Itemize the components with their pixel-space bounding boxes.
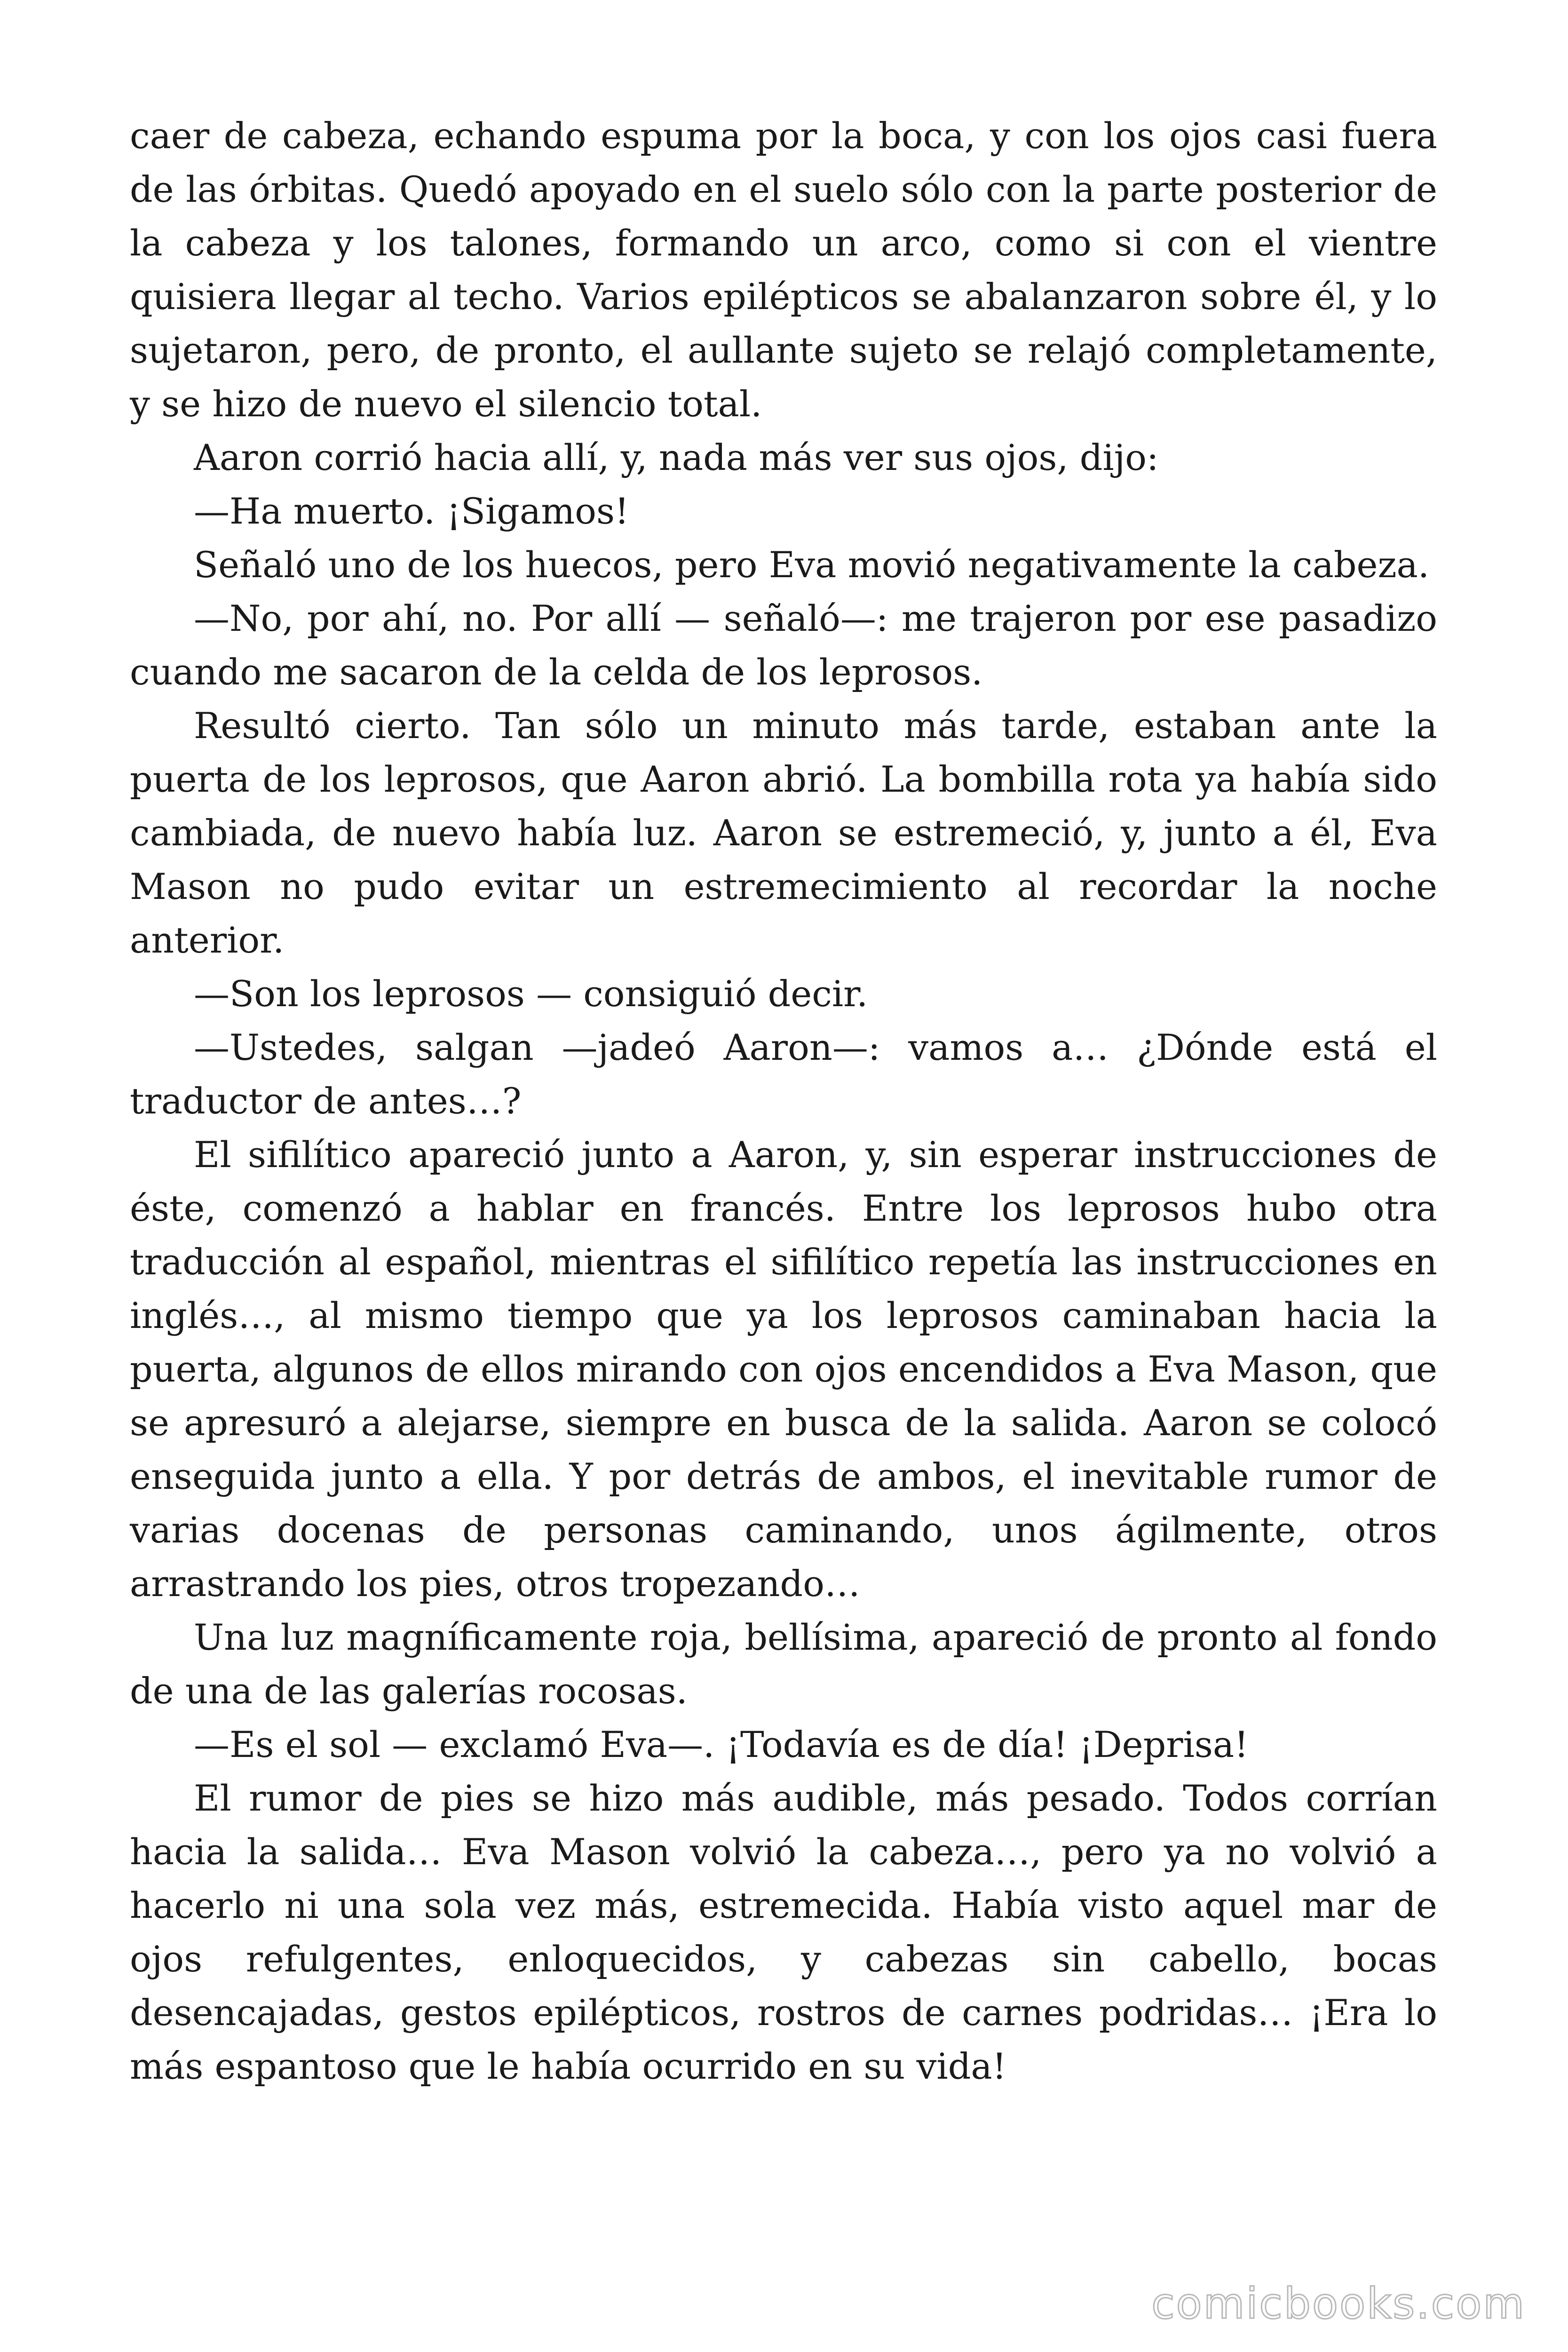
paragraph: El sifilítico apareció junto a Aaron, y, sin esperar instrucciones de éste, comenzó a hablar en francés. Entre los leprosos hubo otra traducción al español, mientras el sifilítico repetía las instrucciones en inglés…, al mismo tiempo que ya los leprosos caminaban hacia la puerta, algunos de ellos mirando con ojos encendidos a Eva Mason, que se apresuró a alejarse, siempre en busca de la salida. Aaron se colocó enseguida junto a ella. Y por detrás de ambos, el inevitable rumor de varias docenas de personas caminando, unos ágilmente, otros arrastrando los pies, otros tropezando…	[130, 1134, 1437, 1605]
paragraph: —No, por ahí, no. Por allí — señaló—: me trajeron por ese pasadizo cuando me sacaron de la celda de los leprosos.	[130, 597, 1437, 693]
paragraph: El rumor de pies se hizo más audible, más pesado. Todos corrían hacia la salida… Eva Mason volvió la cabeza…, pero ya no volvió a hacerlo ni una sola vez más, estremecida. Había visto aquel mar de ojos refulgentes, enloquecidos, y cabezas sin cabello, bocas desencajadas, gestos epilépticos, rostros de carnes podridas… ¡Era lo más espantoso que le había ocurrido en su vida!	[130, 1777, 1437, 2087]
paragraph: —Es el sol — exclamó Eva—. ¡Todavía es de día! ¡Deprisa!	[194, 1724, 1249, 1765]
paragraph: Una luz magníficamente roja, bellísima, apareció de pronto al fondo de una de las galerías rocosas.	[130, 1616, 1437, 1712]
paragraph: —Son los leprosos — consiguió decir.	[194, 973, 868, 1015]
paragraph: —Ha muerto. ¡Sigamos!	[194, 490, 629, 532]
paragraph: Señaló uno de los huecos, pero Eva movió negativamente la cabeza.	[194, 544, 1430, 586]
paragraph: —Ustedes, salgan —jadeó Aaron—: vamos a… ¿Dónde está el traductor de antes…?	[130, 1026, 1437, 1122]
paragraph: caer de cabeza, echando espuma por la boca, y con los ojos casi fuera de las órbitas. Quedó apoyado en el suelo sólo con la parte posterior de la cabeza y los talones, formando un arco, como si con el vientre quisiera llegar al techo. Varios epilépticos se abalanzaron sobre él, y lo sujetaron, pero, de pronto, el aullante sujeto se relajó completamente, y se hizo de nuevo el silencio total.	[130, 115, 1437, 425]
paragraph: Resultó cierto. Tan sólo un minuto más tarde, estaban ante la puerta de los leprosos, que Aaron abrió. La bombilla rota ya había sido cambiada, de nuevo había luz. Aaron se estremeció, y, junto a él, Eva Mason no pudo evitar un estremecimiento al recordar la noche anterior.	[130, 705, 1437, 961]
watermark: comicbooks.com	[1151, 2279, 1526, 2328]
paragraph: Aaron corrió hacia allí, y, nada más ver sus ojos, dijo:	[194, 437, 1159, 478]
body-text	[130, 109, 1437, 2093]
